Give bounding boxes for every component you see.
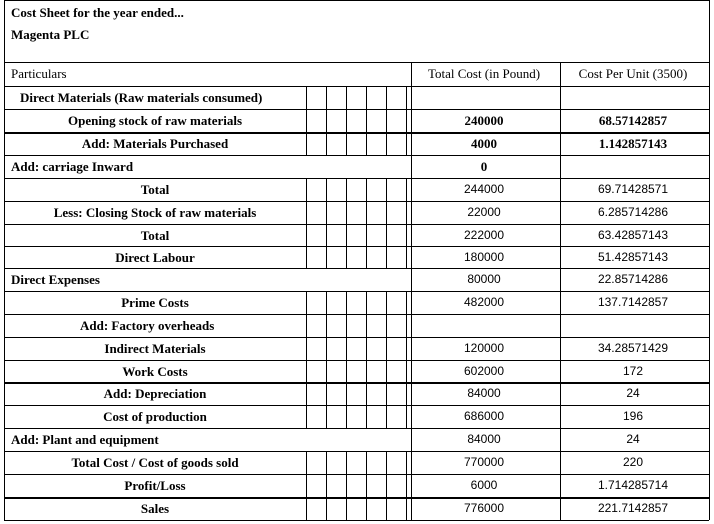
grid-vline [366,337,367,360]
grid-vline [406,474,407,497]
grid-vline [326,497,327,520]
grid-vline [326,132,327,155]
row-label: Total [140,182,170,197]
row-cost-per-unit: 24 [626,386,640,400]
grid-vline [386,246,387,268]
row-total-cost: 80000 [467,272,501,286]
grid-vline [386,382,387,405]
grid-vline [326,201,327,224]
grid-vline [306,86,307,109]
row-label: Work Costs [122,364,188,379]
grid-hline [4,178,709,179]
grid-vline [366,360,367,382]
grid-vline [406,291,407,314]
grid-vline [386,109,387,132]
grid-vline [306,246,307,268]
grid-vline [366,109,367,132]
row-cost-per-unit: 1.142857143 [598,136,668,151]
grid-vline [386,337,387,360]
grid-vline [326,291,327,314]
grid-vline [306,291,307,314]
grid-vline [346,497,347,520]
grid-hline [4,337,709,338]
company-name: Magenta PLC [11,27,90,42]
grid-vline [709,0,710,520]
grid-hline [4,132,709,134]
grid-vline [386,201,387,224]
grid-vline [386,224,387,246]
row-total-cost: 240000 [464,113,504,128]
grid-vline [346,178,347,201]
grid-vline [346,201,347,224]
row-label: Profit/Loss [124,478,186,493]
grid-hline [4,62,709,63]
row-total-cost: 0 [480,159,488,174]
grid-vline [406,337,407,360]
grid-vline [406,451,407,474]
grid-vline [346,474,347,497]
row-cost-per-unit: 6.285714286 [597,205,669,219]
row-cost-per-unit: 221.7142857 [597,501,669,515]
grid-vline [386,474,387,497]
column-header-particulars: Particulars [11,66,67,81]
column-header-total-cost: Total Cost (in Pound) [427,66,541,81]
grid-vline [306,314,307,337]
grid-vline [326,314,327,337]
grid-vline [306,178,307,201]
grid-vline [346,132,347,155]
grid-vline [306,474,307,497]
grid-vline [326,382,327,405]
grid-hline [4,246,709,247]
grid-vline [346,382,347,405]
grid-vline [406,86,407,109]
grid-vline [366,201,367,224]
row-total-cost: 686000 [463,409,505,423]
grid-vline [366,246,367,268]
row-total-cost: 180000 [463,250,505,264]
sheet-title: Cost Sheet for the year ended... [11,5,184,20]
grid-vline [366,178,367,201]
grid-vline [306,201,307,224]
grid-vline [326,337,327,360]
grid-vline [306,497,307,520]
row-label: Indirect Materials [104,341,206,356]
row-total-cost: 222000 [463,228,505,242]
row-cost-per-unit: 34.28571429 [597,341,669,355]
grid-vline [326,178,327,201]
grid-vline [406,314,407,337]
grid-hline [4,224,709,225]
grid-hline [4,520,709,521]
row-label: Prime Costs [121,295,189,310]
grid-vline [366,291,367,314]
grid-hline [4,497,709,499]
row-label: Direct Expenses [11,272,100,287]
row-cost-per-unit: 22.85714286 [597,272,669,286]
grid-vline [386,451,387,474]
column-header-cost-per-unit: Cost Per Unit (3500) [578,66,688,81]
row-cost-per-unit: 63.42857143 [597,228,669,242]
grid-hline [4,428,709,429]
grid-vline [406,132,407,155]
grid-vline [386,132,387,155]
grid-vline [366,314,367,337]
grid-vline [411,62,412,86]
grid-vline [326,246,327,268]
grid-vline [366,382,367,405]
grid-vline [366,224,367,246]
grid-hline [4,268,709,269]
grid-hline [4,201,709,202]
grid-hline [4,155,709,156]
grid-vline [406,497,407,520]
row-cost-per-unit: 24 [626,432,640,446]
grid-vline [326,405,327,428]
grid-vline [326,109,327,132]
grid-vline [386,291,387,314]
row-label: Less: Closing Stock of raw materials [53,205,257,220]
row-label: Add: Plant and equipment [11,432,159,447]
grid-vline [306,337,307,360]
row-total-cost: 602000 [463,364,505,378]
grid-vline [406,360,407,382]
row-total-cost: 482000 [463,295,505,309]
grid-hline [4,0,709,1]
grid-vline [306,382,307,405]
row-total-cost: 22000 [467,205,501,219]
grid-vline [326,224,327,246]
grid-vline [406,224,407,246]
grid-hline [4,86,709,87]
row-cost-per-unit: 220 [622,455,644,469]
grid-vline [326,451,327,474]
row-label: Add: carriage Inward [11,159,134,174]
grid-vline [386,86,387,109]
grid-vline [406,405,407,428]
grid-hline [4,314,709,315]
grid-vline [366,132,367,155]
row-cost-per-unit: 196 [622,409,644,423]
grid-vline [346,109,347,132]
grid-vline [346,337,347,360]
grid-hline [4,360,709,361]
row-total-cost: 4000 [471,136,497,151]
grid-vline [4,0,5,520]
grid-vline [346,86,347,109]
grid-vline [326,86,327,109]
grid-hline [4,474,709,475]
grid-vline [346,291,347,314]
grid-hline [4,291,709,292]
grid-vline [346,451,347,474]
row-total-cost: 770000 [463,455,505,469]
row-label: Add: Factory overheads [80,318,215,333]
row-total-cost: 6000 [470,478,498,492]
row-cost-per-unit: 1.714285714 [597,478,669,492]
grid-vline [346,246,347,268]
row-label: Total Cost / Cost of goods sold [71,455,239,470]
row-cost-per-unit: 69.71428571 [597,182,669,196]
grid-vline [366,474,367,497]
row-label: Cost of production [103,409,207,424]
row-label: Sales [140,501,170,516]
grid-vline [366,497,367,520]
row-label: Total [140,228,170,243]
grid-hline [4,405,709,406]
grid-vline [346,224,347,246]
row-total-cost: 84000 [467,386,501,400]
grid-vline [406,201,407,224]
grid-vline [366,405,367,428]
grid-vline [406,178,407,201]
grid-vline [386,314,387,337]
row-label: Add: Materials Purchased [81,136,229,151]
row-label: Add: Depreciation [103,386,207,401]
row-total-cost: 84000 [467,432,501,446]
grid-vline [306,360,307,382]
grid-hline [4,109,709,110]
row-cost-per-unit: 137.7142857 [597,295,669,309]
row-label: Direct Labour [115,250,195,265]
row-label: Direct Materials (Raw materials consumed) [20,90,263,105]
grid-vline [326,360,327,382]
row-total-cost: 120000 [463,341,505,355]
grid-hline [4,382,709,384]
row-cost-per-unit: 51.42857143 [597,250,669,264]
grid-vline [406,109,407,132]
grid-vline [346,405,347,428]
row-cost-per-unit: 68.57142857 [598,113,668,128]
grid-vline [326,474,327,497]
grid-vline [386,178,387,201]
grid-vline [411,86,412,520]
grid-vline [366,86,367,109]
grid-hline [4,451,709,452]
grid-vline [306,224,307,246]
grid-vline [386,497,387,520]
grid-vline [406,382,407,405]
grid-vline [306,451,307,474]
grid-vline [366,451,367,474]
row-label: Opening stock of raw materials [67,113,243,128]
grid-vline [406,246,407,268]
grid-vline [346,314,347,337]
row-total-cost: 244000 [463,182,505,196]
grid-vline [346,360,347,382]
grid-vline [386,360,387,382]
row-total-cost: 776000 [463,501,505,515]
grid-vline [306,405,307,428]
grid-vline [306,132,307,155]
grid-vline [306,109,307,132]
row-cost-per-unit: 172 [622,364,644,378]
grid-vline [386,405,387,428]
